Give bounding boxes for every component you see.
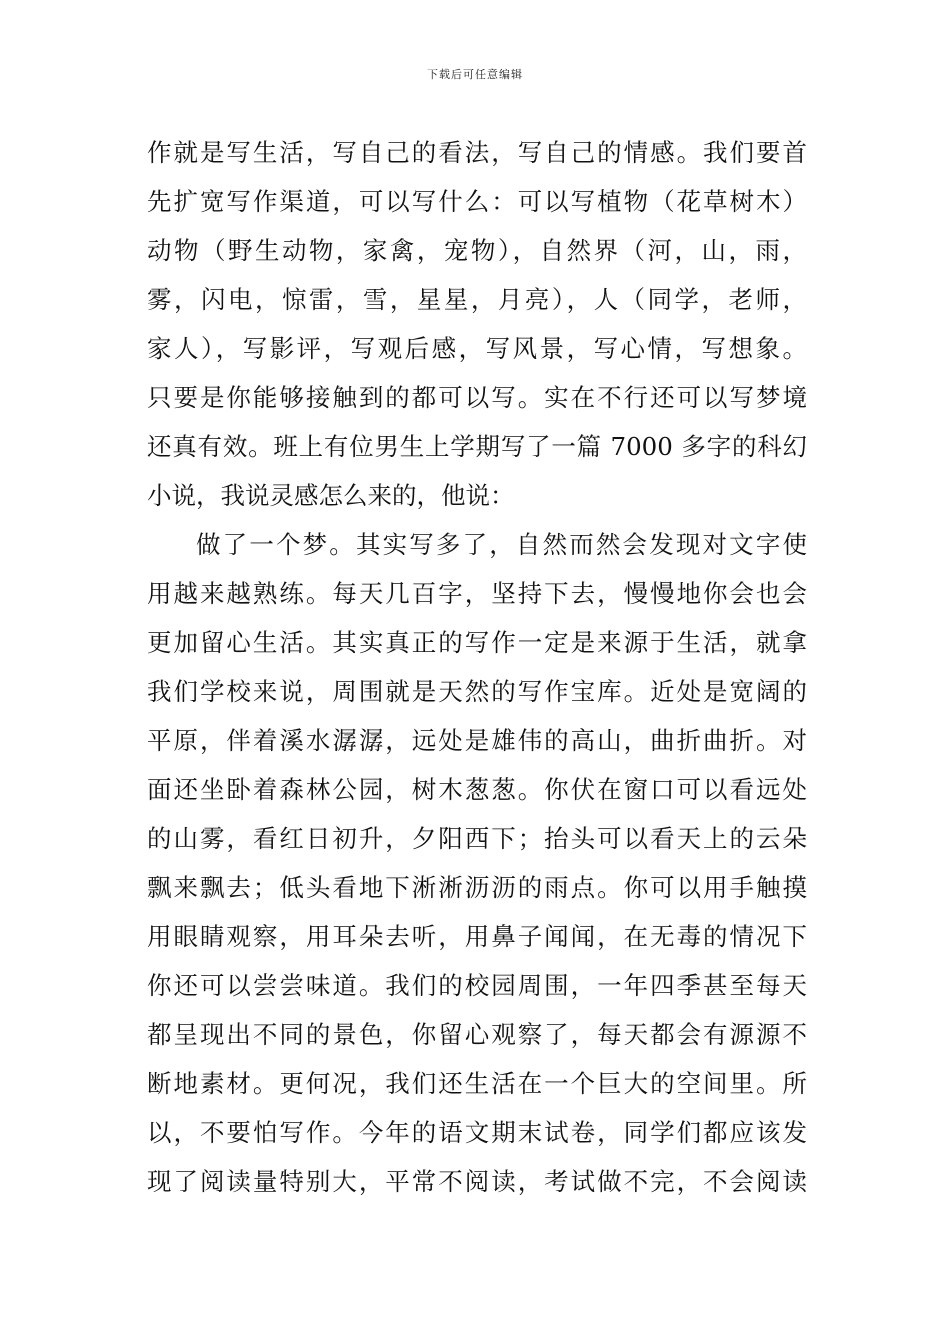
text-line: 用眼睛观察，用耳朵去听，用鼻子闻闻，在无毒的情况下 — [147, 922, 807, 951]
text-line: 现了阅读量特别大，平常不阅读，考试做不完，不会阅读 — [147, 1167, 807, 1196]
paragraph-1 — [147, 128, 807, 520]
text-line: 都呈现出不同的景色，你留心观察了，每天都会有源源不 — [147, 1020, 807, 1049]
text-line: 飘来飘去；低头看地下淅淅沥沥的雨点。你可以用手触摸 — [147, 873, 807, 902]
page-header: 下载后可任意编辑 — [427, 68, 523, 81]
text-line: 你还可以尝尝味道。我们的校园周围，一年四季甚至每天 — [147, 971, 807, 1000]
text-line: 小说，我说灵感怎么来的，他说： — [147, 481, 515, 510]
text-line: 还真有效。班上有位男生上学期写了一篇 7000 多字的科幻 — [147, 432, 807, 461]
text-line: 做了一个梦。其实写多了，自然而然会发现对文字使 — [196, 530, 807, 559]
document-body — [147, 128, 807, 1206]
text-line: 面还坐卧着森林公园，树木葱葱。你伏在窗口可以看远处 — [147, 775, 807, 804]
text-line: 先扩宽写作渠道，可以写什么：可以写植物（花草树木） — [147, 187, 807, 216]
text-line: 家人），写影评，写观后感，写风景，写心情，写想象。 — [147, 334, 807, 363]
text-line: 动物（野生动物，家禽，宠物），自然界（河，山，雨， — [147, 236, 807, 265]
text-line: 断地素材。更何况，我们还生活在一个巨大的空间里。所 — [147, 1069, 807, 1098]
text-line: 用越来越熟练。每天几百字，坚持下去，慢慢地你会也会 — [147, 579, 807, 608]
text-line: 以，不要怕写作。今年的语文期末试卷，同学们都应该发 — [147, 1118, 807, 1147]
text-line: 雾，闪电，惊雷，雪，星星，月亮），人（同学，老师， — [147, 285, 807, 314]
text-line: 我们学校来说，周围就是天然的写作宝库。近处是宽阔的 — [147, 677, 807, 706]
paragraph-2 — [147, 520, 807, 1206]
text-line: 只要是你能够接触到的都可以写。实在不行还可以写梦境 — [147, 383, 807, 412]
text-line: 作就是写生活，写自己的看法，写自己的情感。我们要首 — [147, 138, 807, 167]
text-line: 更加留心生活。其实真正的写作一定是来源于生活，就拿 — [147, 628, 807, 657]
text-line: 平原，伴着溪水潺潺，远处是雄伟的高山，曲折曲折。对 — [147, 726, 807, 755]
text-line: 的山雾，看红日初升，夕阳西下；抬头可以看天上的云朵 — [147, 824, 807, 853]
